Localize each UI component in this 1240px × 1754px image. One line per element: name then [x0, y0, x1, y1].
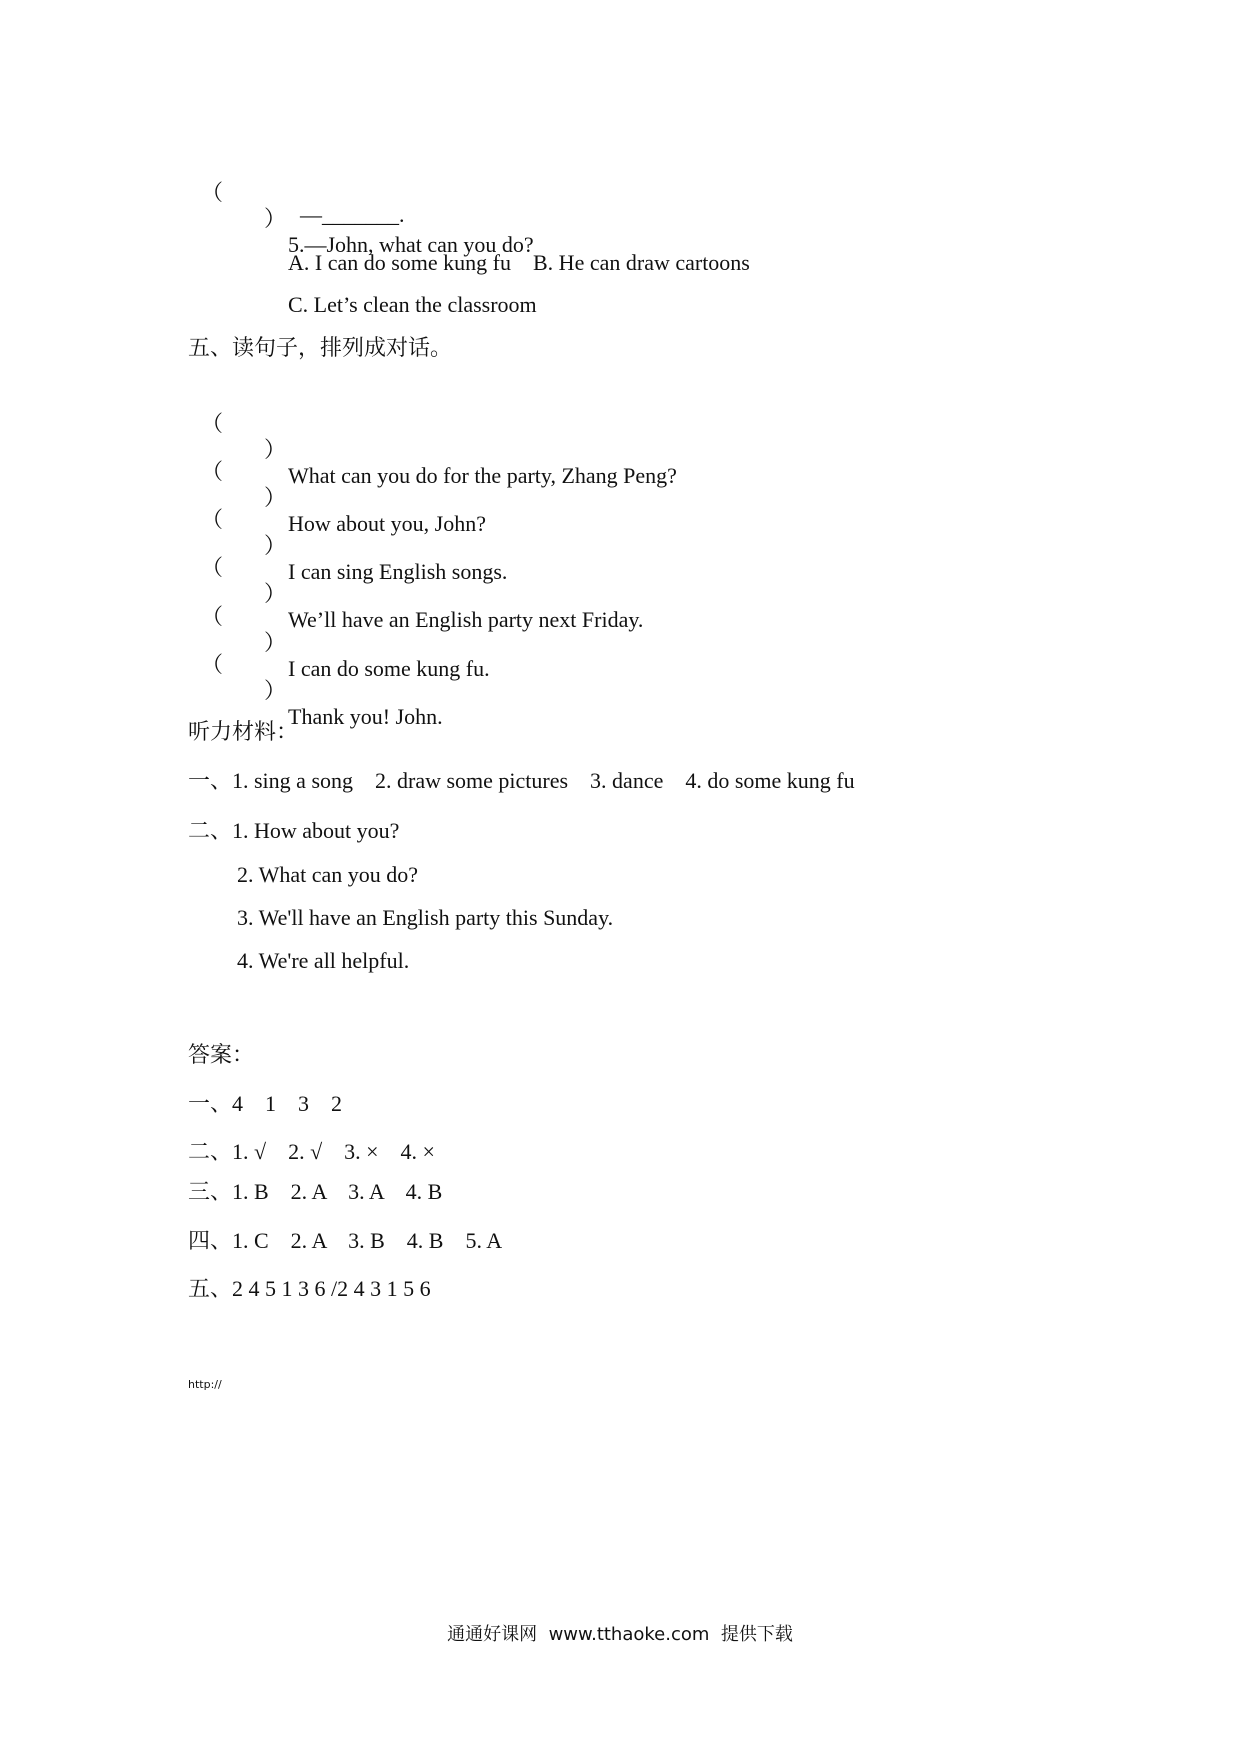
listening-heading: 听力材料： — [188, 720, 299, 745]
answer-line: 一、4 1 3 2 — [188, 1091, 343, 1116]
paren-open: （ — [201, 555, 224, 580]
paren-close: ） — [264, 630, 287, 655]
paren-close: ） — [264, 581, 287, 606]
dialogue-sentence: We’ll have an English party next Friday. — [288, 607, 644, 632]
section-5-heading: 五、读句子，排列成对话。 — [188, 336, 453, 361]
listening-part-2-item: 3. We'll have an English party this Sunday. — [237, 905, 614, 930]
dialogue-sentence: Thank you! John. — [288, 704, 443, 729]
listening-part-2-item: 4. We're all helpful. — [237, 948, 410, 973]
paren-open: （ — [201, 652, 224, 677]
dialogue-sentence: I can do some kung fu. — [288, 656, 490, 681]
answer-line: 四、1. C 2. A 3. B 4. B 5. A — [188, 1228, 503, 1253]
question-5-option-c: C. Let’s clean the classroom — [288, 292, 537, 317]
paren-close: ） — [264, 533, 287, 558]
paren-close: ） — [264, 678, 287, 703]
paren-close: ） — [264, 485, 287, 510]
listening-part-2-item-1: 二、1. How about you? — [188, 818, 400, 843]
paren-open: （ — [201, 459, 224, 484]
listening-part-2-item: 2. What can you do? — [237, 862, 419, 887]
paren-open: （ — [201, 507, 224, 532]
dialogue-sentence: I can sing English songs. — [288, 559, 508, 584]
paren-open: （ — [201, 180, 224, 205]
paren-open: （ — [201, 411, 224, 436]
page-footer: 通通好课网 www.tthaoke.com 提供下载 — [447, 1624, 793, 1645]
dialogue-sentence: How about you, John? — [288, 511, 486, 536]
question-5-options-ab: A. I can do some kung fu B. He can draw cartoons — [288, 250, 750, 275]
answer-line: 三、1. B 2. A 3. A 4. B — [188, 1179, 443, 1204]
answers-heading: 答案： — [188, 1043, 255, 1068]
question-5-answer-blank: —_______. — [300, 202, 405, 227]
listening-part-1: 一、1. sing a song 2. draw some pictures 3. dance 4. do some kung fu — [188, 768, 855, 793]
answer-line: 五、2 4 5 1 3 6 /2 4 3 1 5 6 — [188, 1276, 431, 1301]
question-5 — [0, 154, 534, 258]
question-5-prompt: 5.—John, what can you do? — [288, 232, 534, 257]
paren-close: ） — [264, 437, 287, 462]
dialogue-sentence: What can you do for the party, Zhang Peng? — [288, 463, 677, 488]
answer-line: 二、1. √ 2. √ 3. × 4. × — [188, 1139, 435, 1164]
paren-open: （ — [201, 604, 224, 629]
paren-close: ） — [264, 206, 287, 231]
small-link-text: http:// — [188, 1378, 222, 1391]
